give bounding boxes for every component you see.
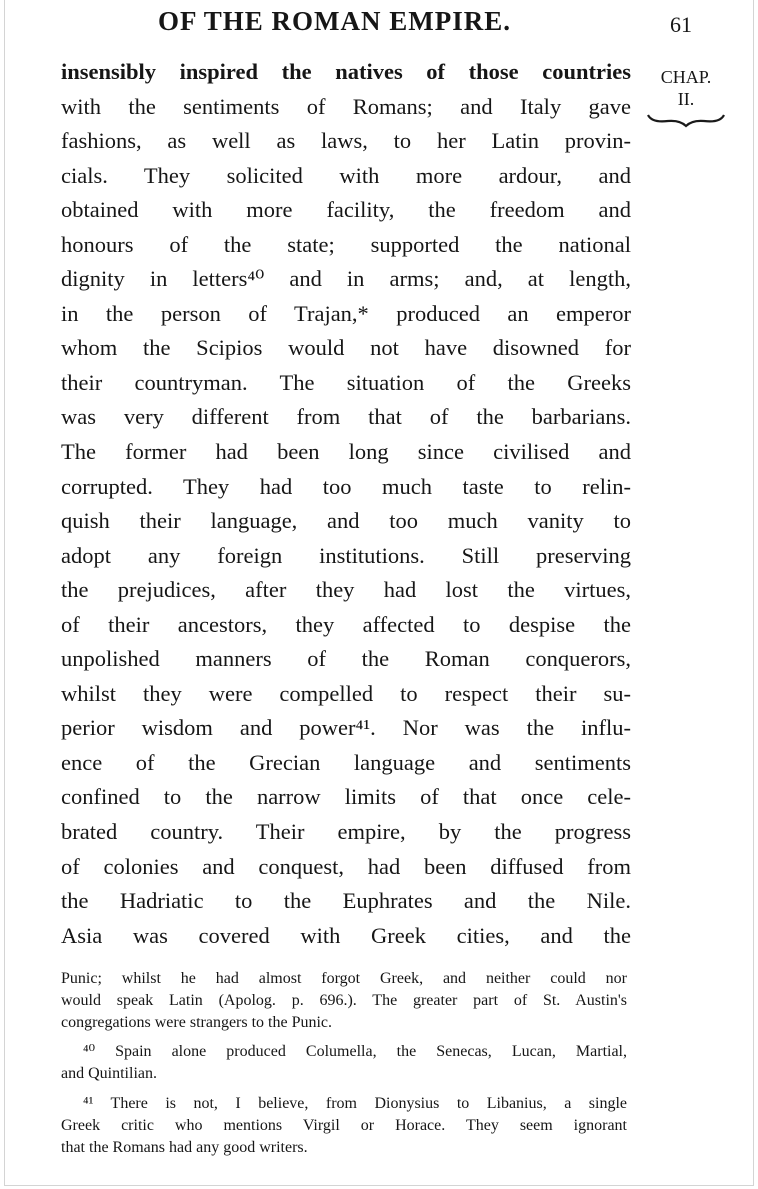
footnote-line: would speak Latin (Apolog. p. 696.). The greater part of St. Austin's: [61, 991, 627, 1009]
text-line: corrupted. They had too much taste to relin-: [61, 473, 631, 499]
margin-chap-label: CHAP.: [660, 67, 712, 87]
footnote-continued: [61, 968, 627, 1033]
text-line: whom the Scipios would not have disowned for: [61, 335, 631, 361]
text-line: of their ancestors, they affected to despise the: [61, 611, 631, 637]
footnotes-block: [61, 968, 627, 1158]
text-line: whilst they were compelled to respect their su-: [61, 680, 631, 706]
text-line: in the person of Trajan,* produced an emperor: [61, 300, 631, 326]
footnote-line: Greek critic who mentions Virgil or Horace. They seem ignorant: [61, 1116, 627, 1134]
text-line: was very different from that of the barbarians.: [61, 404, 631, 430]
text-line: adopt any foreign institutions. Still preserving: [61, 542, 631, 568]
page-number: 61: [670, 12, 692, 37]
footnote-41: [61, 1093, 627, 1158]
running-head: OF THE ROMAN EMPIRE.: [158, 6, 512, 36]
footnote-line: ⁴¹ There is not, I believe, from Dionysius to Libanius, a single: [83, 1094, 627, 1112]
text-line: the Hadriatic to the Euphrates and the Nile.: [61, 888, 631, 914]
text-line: The former had been long since civilised and: [61, 439, 631, 465]
text-line: honours of the state; supported the national: [61, 231, 631, 257]
text-line: the prejudices, after they had lost the virtues,: [61, 577, 631, 603]
brace-ornament-icon: [646, 112, 726, 128]
text-line: perior wisdom and power⁴¹. Nor was the influ-: [61, 715, 631, 741]
footnote-line: congregations were strangers to the Punic.: [61, 1013, 333, 1031]
footnote-line: that the Romans had any good writers.: [61, 1138, 308, 1156]
text-line: dignity in letters⁴⁰ and in arms; and, at length,: [61, 266, 631, 292]
text-line: confined to the narrow limits of that once cele-: [61, 784, 631, 810]
main-text-block: [61, 55, 631, 953]
footnote-line: and Quintilian.: [61, 1065, 157, 1083]
margin-chap-number: II.: [677, 89, 695, 109]
footnote-line: ⁴⁰ Spain alone produced Columella, the Senecas, Lucan, Martial,: [83, 1043, 627, 1061]
text-line: obtained with more facility, the freedom and: [61, 197, 631, 223]
text-line: brated country. Their empire, by the progress: [61, 819, 631, 845]
text-line: with the sentiments of Romans; and Italy gave: [61, 93, 631, 119]
text-line: quish their language, and too much vanity to: [61, 508, 631, 534]
footnote-line: Punic; whilst he had almost forgot Greek, and neither could nor: [61, 970, 627, 987]
text-line: ence of the Grecian language and sentiments: [61, 749, 631, 775]
footnote-40: [61, 1041, 627, 1085]
text-line: their countryman. The situation of the Greeks: [61, 369, 631, 395]
text-line: cials. They solicited with more ardour, and: [61, 162, 631, 188]
text-line: Asia was covered with Greek cities, and the: [61, 922, 631, 948]
margin-chapter-note: [646, 66, 726, 128]
text-line: unpolished manners of the Roman conquerors,: [61, 646, 631, 672]
text-line: of colonies and conquest, had been diffused from: [61, 853, 631, 879]
text-line: insensibly inspired the natives of those countries: [61, 59, 631, 84]
text-line: fashions, as well as laws, to her Latin provin-: [61, 128, 631, 154]
